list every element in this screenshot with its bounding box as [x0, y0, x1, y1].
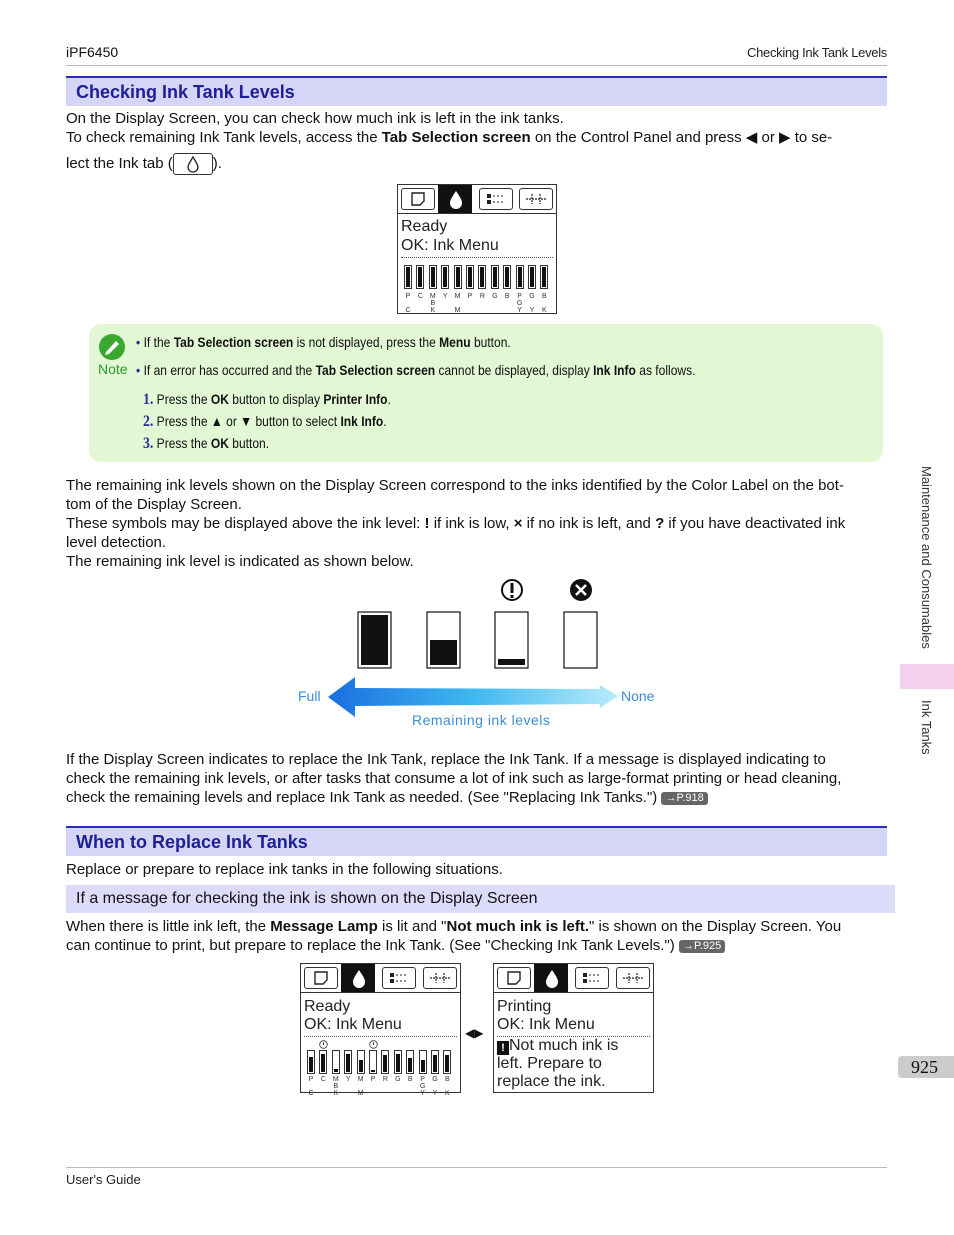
ink-color-label: Y — [420, 1090, 425, 1097]
ink-color-label: K — [333, 1090, 339, 1097]
note-step: 2. Press the ▲ or ▼ button to select Ink Info. — [143, 413, 387, 430]
ink-color-label: M — [429, 293, 436, 300]
ink-color-label: G — [529, 293, 535, 300]
ink-color-label: K — [445, 1090, 450, 1097]
job-tab-icon — [616, 967, 650, 989]
paragraph: lect the Ink tab ( ). — [66, 153, 881, 175]
ink-level-bar — [381, 1050, 389, 1074]
note-box — [89, 324, 883, 462]
ink-tab-icon — [341, 964, 375, 992]
sidebar-section: Ink Tanks — [919, 700, 934, 755]
arrow-gradient — [328, 677, 618, 717]
ink-tank-level — [564, 612, 597, 668]
job-tab-icon — [519, 188, 553, 210]
ink-level-bar — [369, 1050, 377, 1074]
ink-level-bar — [431, 1050, 439, 1074]
ink-color-label: B — [407, 1076, 413, 1083]
ink-color-label: M — [357, 1090, 364, 1097]
lcd-message: replace the ink. — [497, 1073, 606, 1090]
ink-color-label: K — [542, 307, 547, 314]
lcd-status-text: Ready — [304, 998, 351, 1015]
paragraph: The remaining ink levels shown on the Display Screen correspond to the inks identified by the Color Label on the bot- tom of the Display Screen. These symbols may be displayed above the ink level: ! if ink is low, × if no ink is left, and ? if you have deactivated ink level detection. The remaining ink level is indicated as shown below. — [66, 477, 846, 570]
ink-level-bar — [503, 265, 511, 289]
ink-level-bar — [419, 1050, 427, 1074]
paper-tab-icon — [304, 967, 338, 989]
ink-color-label: P — [370, 1076, 376, 1083]
ink-level-bar — [406, 1050, 414, 1074]
note-step: 3. Press the OK button. — [143, 435, 270, 452]
ink-color-label: P — [517, 293, 522, 300]
display-screen-ready — [300, 963, 461, 1097]
ink-color-label: Y — [529, 307, 535, 314]
footer-text: User's Guide — [66, 1172, 141, 1187]
ink-level-bar — [454, 265, 462, 289]
paragraph: To check remaining Ink Tank levels, access the Tab Selection screen on the Control Panel and press ◀ or ▶ to se- — [66, 129, 833, 146]
lcd-menu-text: OK: Ink Menu — [401, 237, 499, 254]
ink-tab-icon — [173, 153, 213, 175]
ink-color-label: P — [405, 293, 411, 300]
lcd-divider — [401, 257, 553, 258]
page-reference-link[interactable]: →P.918 — [661, 792, 707, 805]
lcd-status-text: Ready — [401, 218, 448, 235]
ink-color-label: P — [420, 1076, 425, 1083]
settings-tab-icon — [575, 967, 609, 989]
ink-level-bar — [540, 265, 548, 289]
ink-color-label: G — [516, 300, 523, 307]
ink-level-diagram — [290, 575, 670, 735]
lcd-menu-text: OK: Ink Menu — [497, 1016, 595, 1033]
ink-level-bar — [441, 265, 449, 289]
ink-color-label: C — [417, 293, 423, 300]
ink-level-bar — [528, 265, 536, 289]
section-heading-checking: Checking Ink Tank Levels — [66, 76, 887, 106]
ink-color-label: B — [504, 293, 510, 300]
ink-color-label: K — [430, 307, 436, 314]
label-none: None — [621, 688, 655, 704]
ink-color-label: G — [432, 1076, 438, 1083]
ink-color-label: G — [395, 1076, 401, 1083]
note-step: 1. Press the OK button to display Printer Info. — [143, 391, 391, 408]
header-model: iPF6450 — [66, 44, 119, 60]
paragraph: On the Display Screen, you can check how much ink is left in the ink tanks. — [66, 110, 564, 127]
ink-color-label: G — [419, 1083, 426, 1090]
ink-color-label: B — [333, 1083, 339, 1090]
ink-color-label: Y — [432, 1090, 438, 1097]
label-caption: Remaining ink levels — [412, 712, 551, 728]
ink-color-label: B — [430, 300, 436, 307]
paragraph: If the Display Screen indicates to replace the Ink Tank, replace the Ink Tank. If a message is displayed indicating to check the remaining ink levels, or after tasks that consume a lot of ink such as large-format printing or head cleaning, check the remaining levels and replace Ink Tank as needed. (See "Replacing Ink Tanks.") →P.918 — [66, 751, 842, 806]
ink-level-bar — [516, 265, 524, 289]
page-reference-link[interactable]: →P.925 — [679, 940, 725, 953]
ink-color-label: C — [308, 1090, 314, 1097]
paragraph: Replace or prepare to replace ink tanks in the following situations. — [66, 861, 503, 878]
ink-level-bar — [416, 265, 424, 289]
note-bullet: • If an error has occurred and the Tab Selection screen cannot be displayed, display Ink Info as follows. — [136, 362, 696, 378]
ink-color-label: C — [320, 1076, 326, 1083]
ink-color-label: Y — [517, 307, 522, 314]
ink-level-bar — [404, 265, 412, 289]
ink-level-bar — [466, 265, 474, 289]
ink-level-bar — [443, 1050, 451, 1074]
paper-tab-icon — [497, 967, 531, 989]
note-label: Note — [98, 361, 128, 377]
lcd-divider — [304, 1036, 457, 1037]
lcd-message: ! Not much ink is — [497, 1037, 618, 1055]
sidebar-chapter: Maintenance and Consumables — [919, 466, 934, 649]
ink-color-label: Y — [442, 293, 448, 300]
ink-tank-fill — [361, 615, 388, 665]
lcd-menu-text: OK: Ink Menu — [304, 1016, 402, 1033]
ink-level-bar — [357, 1050, 365, 1074]
lcd-status-text: Printing — [497, 998, 552, 1015]
paper-tab-icon — [401, 188, 435, 210]
sidebar-highlight — [900, 664, 954, 689]
paragraph: When there is little ink left, the Message Lamp is lit and "Not much ink is left." is shown on the Display Screen. You can continue to print, but prepare to replace the Ink Tank. (See "Checking Ink Tank Levels.") →P.925 — [66, 918, 842, 954]
display-screen-ink-tab — [397, 184, 557, 314]
ink-level-bar — [491, 265, 499, 289]
display-screen-printing — [493, 963, 654, 1093]
ink-level-bar — [478, 265, 486, 289]
label-full: Full — [298, 688, 321, 704]
ink-color-label: Y — [345, 1076, 351, 1083]
ink-color-label: P — [308, 1076, 314, 1083]
ink-tank-fill — [498, 659, 525, 665]
ink-level-bar — [429, 265, 437, 289]
lcd-message: left. Prepare to — [497, 1055, 602, 1072]
error-x-icon — [570, 579, 592, 601]
ink-color-label: M — [454, 293, 461, 300]
header-rule — [66, 65, 887, 66]
ink-level-bar — [394, 1050, 402, 1074]
subsection-heading: If a message for checking the ink is shown on the Display Screen — [66, 885, 895, 913]
ink-color-label: G — [492, 293, 498, 300]
ink-color-label: C — [405, 307, 411, 314]
warning-icon — [502, 580, 522, 600]
ink-level-bar — [307, 1050, 315, 1074]
ink-color-label: B — [445, 1076, 450, 1083]
ink-tab-icon — [534, 964, 568, 992]
ink-color-label: R — [479, 293, 485, 300]
warning-icon — [368, 1040, 378, 1051]
ink-color-label: M — [357, 1076, 364, 1083]
job-tab-icon — [423, 967, 457, 989]
ink-color-label: B — [542, 293, 547, 300]
ink-tab-icon — [438, 185, 472, 213]
warning-icon: ! — [497, 1041, 509, 1055]
ink-color-label: M — [454, 307, 461, 314]
section-heading-replace: When to Replace Ink Tanks — [66, 826, 887, 856]
note-bullet: • If the Tab Selection screen is not displayed, press the Menu button. — [136, 334, 511, 350]
ink-tank-fill — [430, 640, 457, 665]
ink-color-label: M — [332, 1076, 339, 1083]
pencil-note-icon — [97, 332, 127, 362]
left-right-arrows-icon: ◀▶ — [465, 1026, 484, 1040]
ink-color-label: P — [467, 293, 473, 300]
page-number: 925 — [898, 1056, 954, 1078]
header-section: Checking Ink Tank Levels — [747, 45, 887, 60]
ink-level-bar — [319, 1050, 327, 1074]
ink-level-bar — [344, 1050, 352, 1074]
settings-tab-icon — [479, 188, 513, 210]
ink-color-label: R — [382, 1076, 388, 1083]
ink-level-bar — [332, 1050, 340, 1074]
warning-icon — [318, 1040, 328, 1051]
settings-tab-icon — [382, 967, 416, 989]
footer-rule — [66, 1167, 887, 1168]
